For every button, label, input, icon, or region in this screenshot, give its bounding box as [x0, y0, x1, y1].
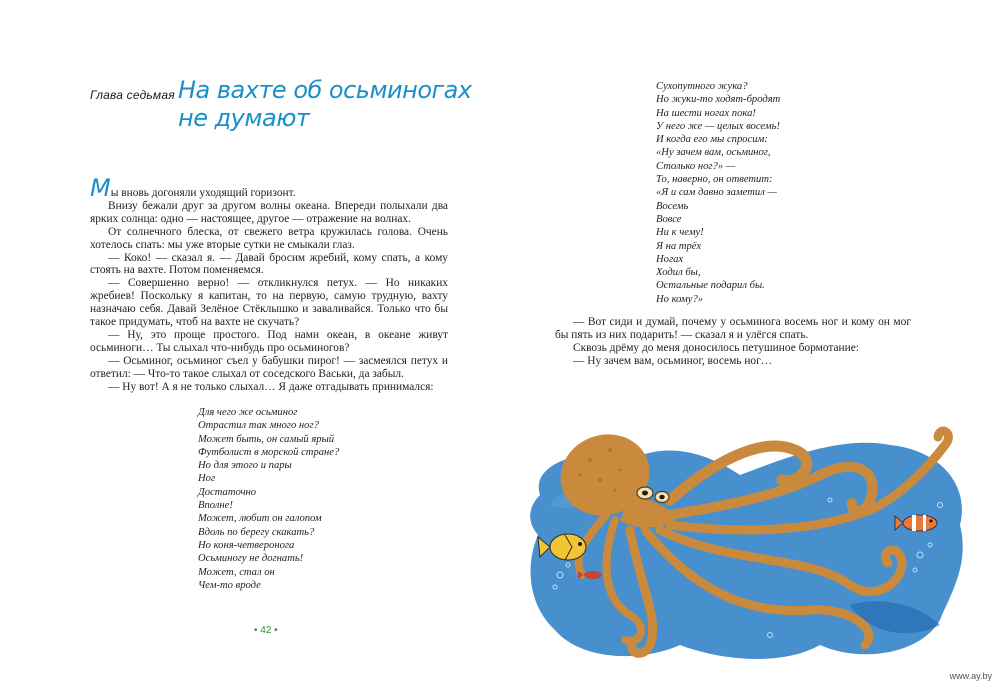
paragraph: От солнечного блеска, от свежего ветра кружилась голова. Очень хотелось спать: мы уже вторые сутки не смыкали глаз.	[90, 225, 448, 251]
verse-line: Сухопутного жука?	[656, 81, 748, 92]
verse-line: Вдоль по берегу скакать?	[198, 526, 315, 538]
paragraph: Мы вновь догоняли уходящий горизонт.	[90, 174, 296, 202]
paragraph: Сквозь дрёму до меня доносилось петушиное бормотание:	[573, 341, 859, 354]
octopus-illustration	[520, 405, 975, 667]
verse-line: Но кому?»	[656, 293, 704, 305]
verse-line: Ногах	[656, 253, 684, 265]
verse-line: Но для этого и пары	[198, 460, 292, 472]
paragraph: — Вот сиди и думай, почему у осьминога восемь ног и кому он мог бы пять из них подарить! — сказал я и улёгся спать.	[555, 316, 911, 341]
watermark: www.ay.by	[949, 671, 992, 681]
verse-line: У него же — целых восемь!	[656, 120, 780, 132]
page-number: • 42 •	[254, 625, 278, 636]
verse-line: На шести ногах пока!	[656, 107, 756, 119]
verse-line: «Я и сам давно заметил —	[656, 187, 777, 199]
verse-line: Восемь	[656, 200, 689, 212]
verse-line: Ног	[198, 473, 216, 485]
paragraph: — Ну зачем вам, осьминог, восемь ног…	[573, 354, 773, 367]
verse-line: Я на трёх	[656, 240, 702, 252]
verse-line: Для чего же осьминог	[198, 407, 298, 418]
verse-line: И когда его мы спросим:	[656, 134, 768, 146]
verse-line: То, наверно, он ответит:	[656, 174, 773, 186]
chapter-title-line1: На вахте об осьминогах	[178, 76, 472, 104]
verse-line: Чем-то вроде	[198, 579, 261, 591]
verse-line: Ни к чему!	[656, 227, 704, 239]
left-prose	[90, 174, 448, 394]
verse-line: Вполне!	[198, 500, 233, 512]
verse-line: Вовсе	[656, 213, 682, 225]
verse-line: Но жуки-то ходят-бродят	[656, 94, 781, 106]
right-verse	[656, 80, 780, 306]
verse-line: Но коня-четвероногa	[198, 539, 295, 551]
chapter-title	[178, 76, 478, 132]
right-prose	[555, 316, 911, 368]
paragraph: — Совершенно верно! — откликнулся петух. — Но никаких жребиев! Поскольку я капитан, то на первую, самую трудную, вахту назначаю себя. Давай Зелёное Стёклышко и заваливайся. Только что бы такое придумать, чтоб на вахте не скучать?	[90, 277, 448, 329]
verse-line: Достаточно	[198, 486, 257, 498]
verse-line: Может, любит он галопом	[198, 513, 322, 525]
paragraph: — Осьминог, осьминог съел у бабушки пирог! — засмеялся петух и ответил: — Что-то такое слыхал от соседского Васьки, да забыл.	[90, 354, 448, 380]
verse-line: Столько ног?» —	[656, 160, 736, 172]
verse-line: Остальные подарил бы.	[656, 280, 765, 292]
verse-line: Ходил бы,	[656, 267, 701, 279]
chapter-title-line2: не думают	[178, 104, 310, 132]
verse-line: Может быть, он самый ярый	[198, 433, 335, 445]
paragraph: Внизу бежали друг за другом волны океана. Впереди полыхали два ярких солнца: одно — настоящее, другое — отражение на волнах.	[90, 199, 448, 225]
verse-line: Осьминогу не догнать!	[198, 553, 304, 565]
drop-cap: М	[90, 174, 111, 202]
verse-line: Отрастил так много ног?	[198, 420, 319, 432]
paragraph: — Ну вот! А я не только слыхал… Я даже отгадывать принимался:	[108, 380, 434, 393]
paragraph: — Коко! — сказал я. — Давай бросим жребий, кому спать, а кому стоять на вахте. Потом поменяемся.	[90, 251, 448, 277]
verse-line: Футболист в морской стране?	[198, 446, 340, 458]
chapter-label: Глава седьмая	[90, 88, 175, 102]
left-verse	[198, 406, 339, 592]
verse-line: «Ну зачем вам, осьминог,	[656, 147, 771, 159]
paragraph: — Ну, это проще простого. Под нами океан, в океане живут осьминоги… Ты слыхал что-нибудь про осьминогов?	[90, 328, 448, 354]
verse-line: Может, стал он	[198, 566, 275, 578]
